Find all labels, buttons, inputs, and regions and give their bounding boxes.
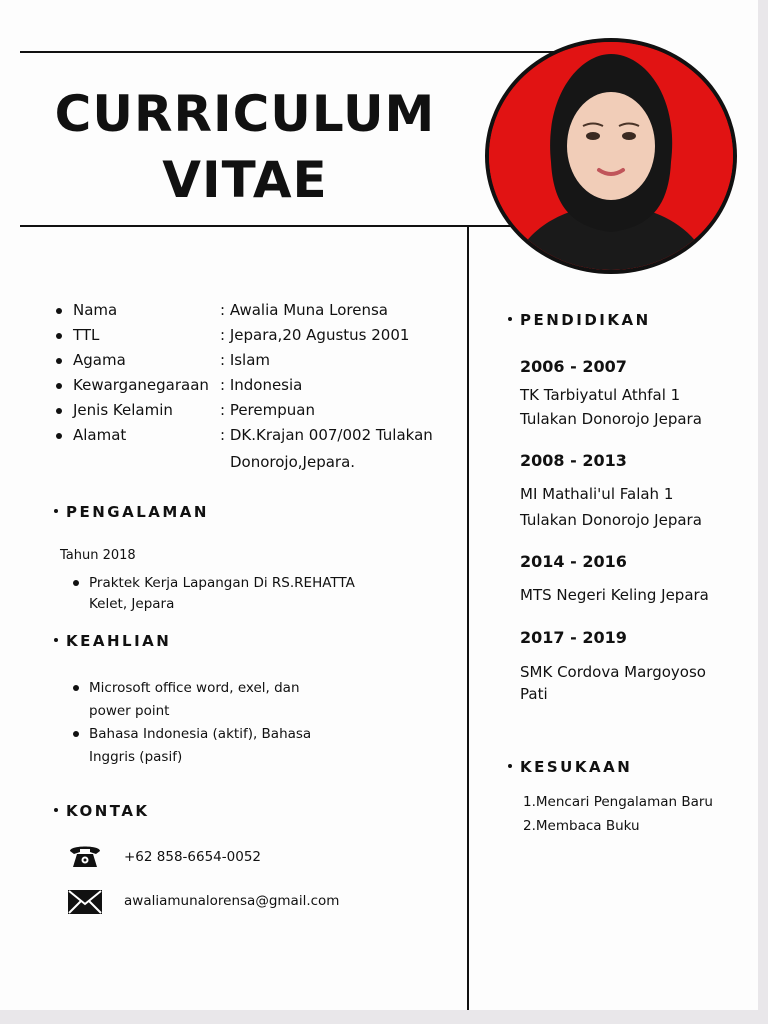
bullet-icon (56, 433, 62, 439)
info-label: Kewarganegaraan (73, 376, 209, 394)
section-heading-pengalaman: PENGALAMAN (54, 503, 209, 521)
list-item: Bahasa Indonesia (aktif), Bahasa Inggris (pasif) (89, 724, 311, 768)
info-value: : Perempuan (220, 401, 315, 419)
title-line2: VITAE (162, 151, 328, 209)
list-item: 2.Membaca Buku (523, 818, 640, 834)
info-label: Jenis Kelamin (73, 401, 173, 419)
info-value: Donorojo,Jepara. (230, 453, 356, 471)
pengalaman-year: Tahun 2018 (60, 548, 136, 563)
edu-years: 2017 - 2019 (520, 628, 627, 647)
bullet-icon (56, 383, 62, 389)
info-value: : Awalia Muna Lorensa (220, 301, 388, 319)
top-rule (20, 51, 560, 53)
info-label: Alamat (73, 426, 127, 444)
edu-school: MTS Negeri Keling Jepara (520, 586, 709, 604)
bullet-icon (56, 308, 62, 314)
section-heading-kontak: KONTAK (54, 802, 150, 820)
info-label: TTL (73, 326, 100, 344)
list-item: Microsoft office word, exel, dan power point (89, 678, 300, 722)
list-item: Praktek Kerja Lapangan Di RS.REHATTA Kelet, Jepara (89, 573, 355, 615)
phone-icon (68, 843, 102, 869)
header-rule (20, 225, 530, 227)
section-heading-keahlian: KEAHLIAN (54, 632, 171, 650)
edu-school: MI Mathali'ul Falah 1 Tulakan Donorojo Jepara (520, 485, 702, 529)
list-item: 1.Mencari Pengalaman Baru (523, 794, 713, 810)
edu-years: 2008 - 2013 (520, 451, 627, 470)
edu-years: 2006 - 2007 (520, 357, 627, 376)
info-label: Nama (73, 301, 118, 319)
info-label: Agama (73, 351, 126, 369)
bullet-icon (56, 408, 62, 414)
edu-school: SMK Cordova Margoyoso Pati (520, 663, 706, 703)
section-heading-kesukaan: KESUKAAN (508, 758, 632, 776)
profile-photo (485, 38, 737, 274)
info-value: : Islam (220, 351, 271, 369)
phone-number: +62 858-6654-0052 (124, 849, 262, 865)
edu-school: TK Tarbiyatul Athfal 1 Tulakan Donorojo Jepara (520, 386, 702, 428)
edu-years: 2014 - 2016 (520, 552, 627, 571)
email-icon (68, 890, 102, 914)
bullet-icon (56, 333, 62, 339)
column-divider (467, 226, 469, 1010)
info-value: : Indonesia (220, 376, 303, 394)
info-value: : DK.Krajan 007/002 Tulakan (220, 426, 433, 444)
email-address: awaliamunalorensa@gmail.com (124, 893, 340, 909)
info-value: : Jepara,20 Agustus 2001 (220, 326, 410, 344)
kesukaan-list (523, 790, 713, 838)
bullet-icon (56, 358, 62, 364)
title-line1: CURRICULUM (54, 85, 436, 143)
section-heading-pendidikan: PENDIDIKAN (508, 311, 651, 329)
portrait-image (489, 42, 733, 270)
